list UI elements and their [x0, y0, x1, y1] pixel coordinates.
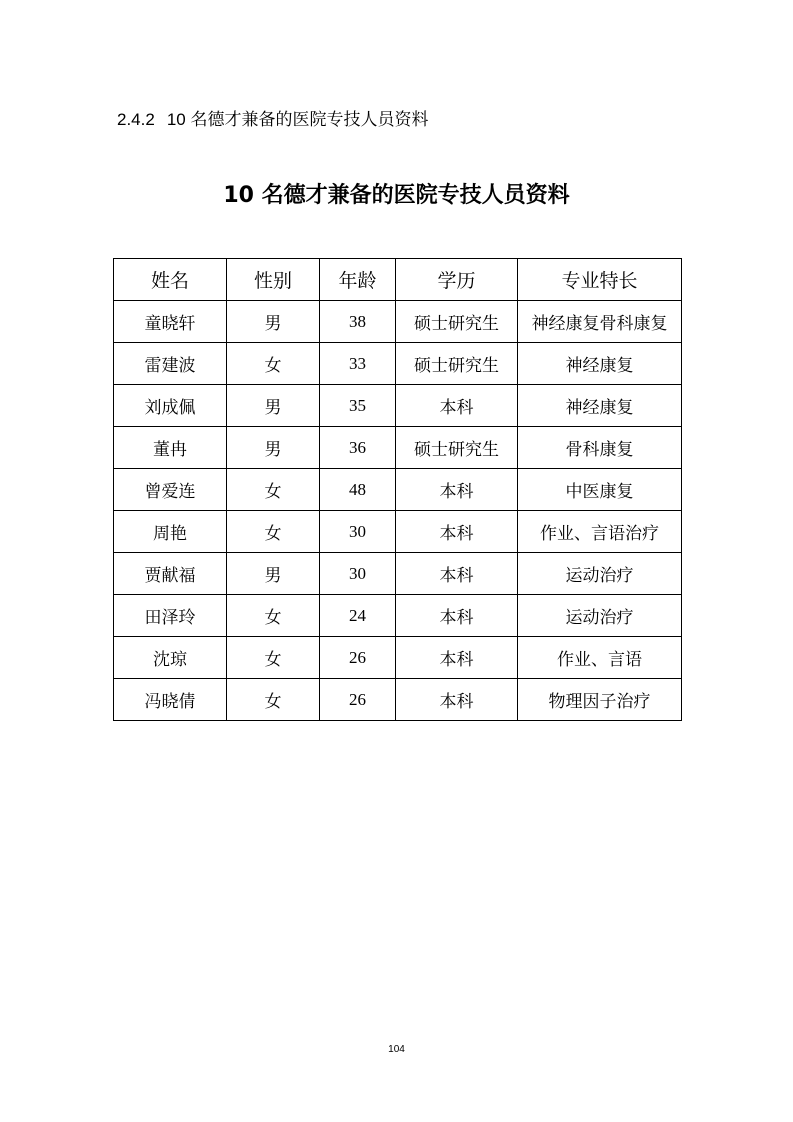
section-title: 10 名德才兼备的医院专技人员资料 [166, 110, 429, 129]
cell-gender: 女 [227, 637, 320, 679]
table-row [114, 301, 682, 343]
cell-specialty: 骨科康复 [518, 427, 682, 469]
section-heading [117, 107, 428, 133]
cell-age: 24 [320, 595, 396, 637]
cell-education: 本科 [396, 469, 518, 511]
cell-name: 沈琼 [114, 637, 227, 679]
cell-education: 本科 [396, 637, 518, 679]
section-number: 2.4.2 [117, 110, 155, 129]
header-specialty: 专业特长 [518, 259, 682, 301]
table-row [114, 637, 682, 679]
cell-specialty: 神经康复 [518, 343, 682, 385]
cell-specialty: 物理因子治疗 [518, 679, 682, 721]
cell-specialty: 运动治疗 [518, 595, 682, 637]
cell-specialty: 中医康复 [518, 469, 682, 511]
cell-education: 硕士研究生 [396, 427, 518, 469]
header-education: 学历 [396, 259, 518, 301]
cell-gender: 女 [227, 469, 320, 511]
cell-specialty: 运动治疗 [518, 553, 682, 595]
cell-gender: 女 [227, 511, 320, 553]
table-row [114, 385, 682, 427]
cell-specialty: 作业、言语 [518, 637, 682, 679]
cell-age: 26 [320, 679, 396, 721]
cell-age: 36 [320, 427, 396, 469]
table-row [114, 511, 682, 553]
cell-name: 童晓轩 [114, 301, 227, 343]
page-number: 104 [388, 1044, 405, 1055]
header-age: 年龄 [320, 259, 396, 301]
cell-name: 田泽玲 [114, 595, 227, 637]
cell-name: 冯晓倩 [114, 679, 227, 721]
staff-table [113, 258, 682, 721]
cell-education: 本科 [396, 511, 518, 553]
cell-education: 硕士研究生 [396, 343, 518, 385]
header-gender: 性别 [227, 259, 320, 301]
cell-specialty: 神经康复骨科康复 [518, 301, 682, 343]
cell-name: 董冉 [114, 427, 227, 469]
cell-education: 本科 [396, 385, 518, 427]
cell-age: 35 [320, 385, 396, 427]
table-row [114, 679, 682, 721]
table-header-row [114, 259, 682, 301]
cell-education: 本科 [396, 679, 518, 721]
document-title: 10 名德才兼备的医院专技人员资料 [223, 183, 570, 208]
cell-age: 33 [320, 343, 396, 385]
header-name: 姓名 [114, 259, 227, 301]
cell-gender: 男 [227, 553, 320, 595]
cell-name: 刘成佩 [114, 385, 227, 427]
cell-name: 贾献福 [114, 553, 227, 595]
cell-specialty: 神经康复 [518, 385, 682, 427]
cell-age: 26 [320, 637, 396, 679]
cell-education: 硕士研究生 [396, 301, 518, 343]
cell-gender: 男 [227, 427, 320, 469]
cell-name: 周艳 [114, 511, 227, 553]
table-row [114, 595, 682, 637]
cell-age: 38 [320, 301, 396, 343]
cell-gender: 女 [227, 679, 320, 721]
cell-education: 本科 [396, 553, 518, 595]
cell-gender: 女 [227, 343, 320, 385]
cell-name: 雷建波 [114, 343, 227, 385]
table-row [114, 469, 682, 511]
table-row [114, 427, 682, 469]
cell-specialty: 作业、言语治疗 [518, 511, 682, 553]
cell-gender: 男 [227, 301, 320, 343]
cell-age: 30 [320, 511, 396, 553]
cell-name: 曾爱连 [114, 469, 227, 511]
cell-gender: 女 [227, 595, 320, 637]
cell-gender: 男 [227, 385, 320, 427]
cell-age: 30 [320, 553, 396, 595]
cell-age: 48 [320, 469, 396, 511]
table-row [114, 553, 682, 595]
cell-education: 本科 [396, 595, 518, 637]
table-row [114, 343, 682, 385]
